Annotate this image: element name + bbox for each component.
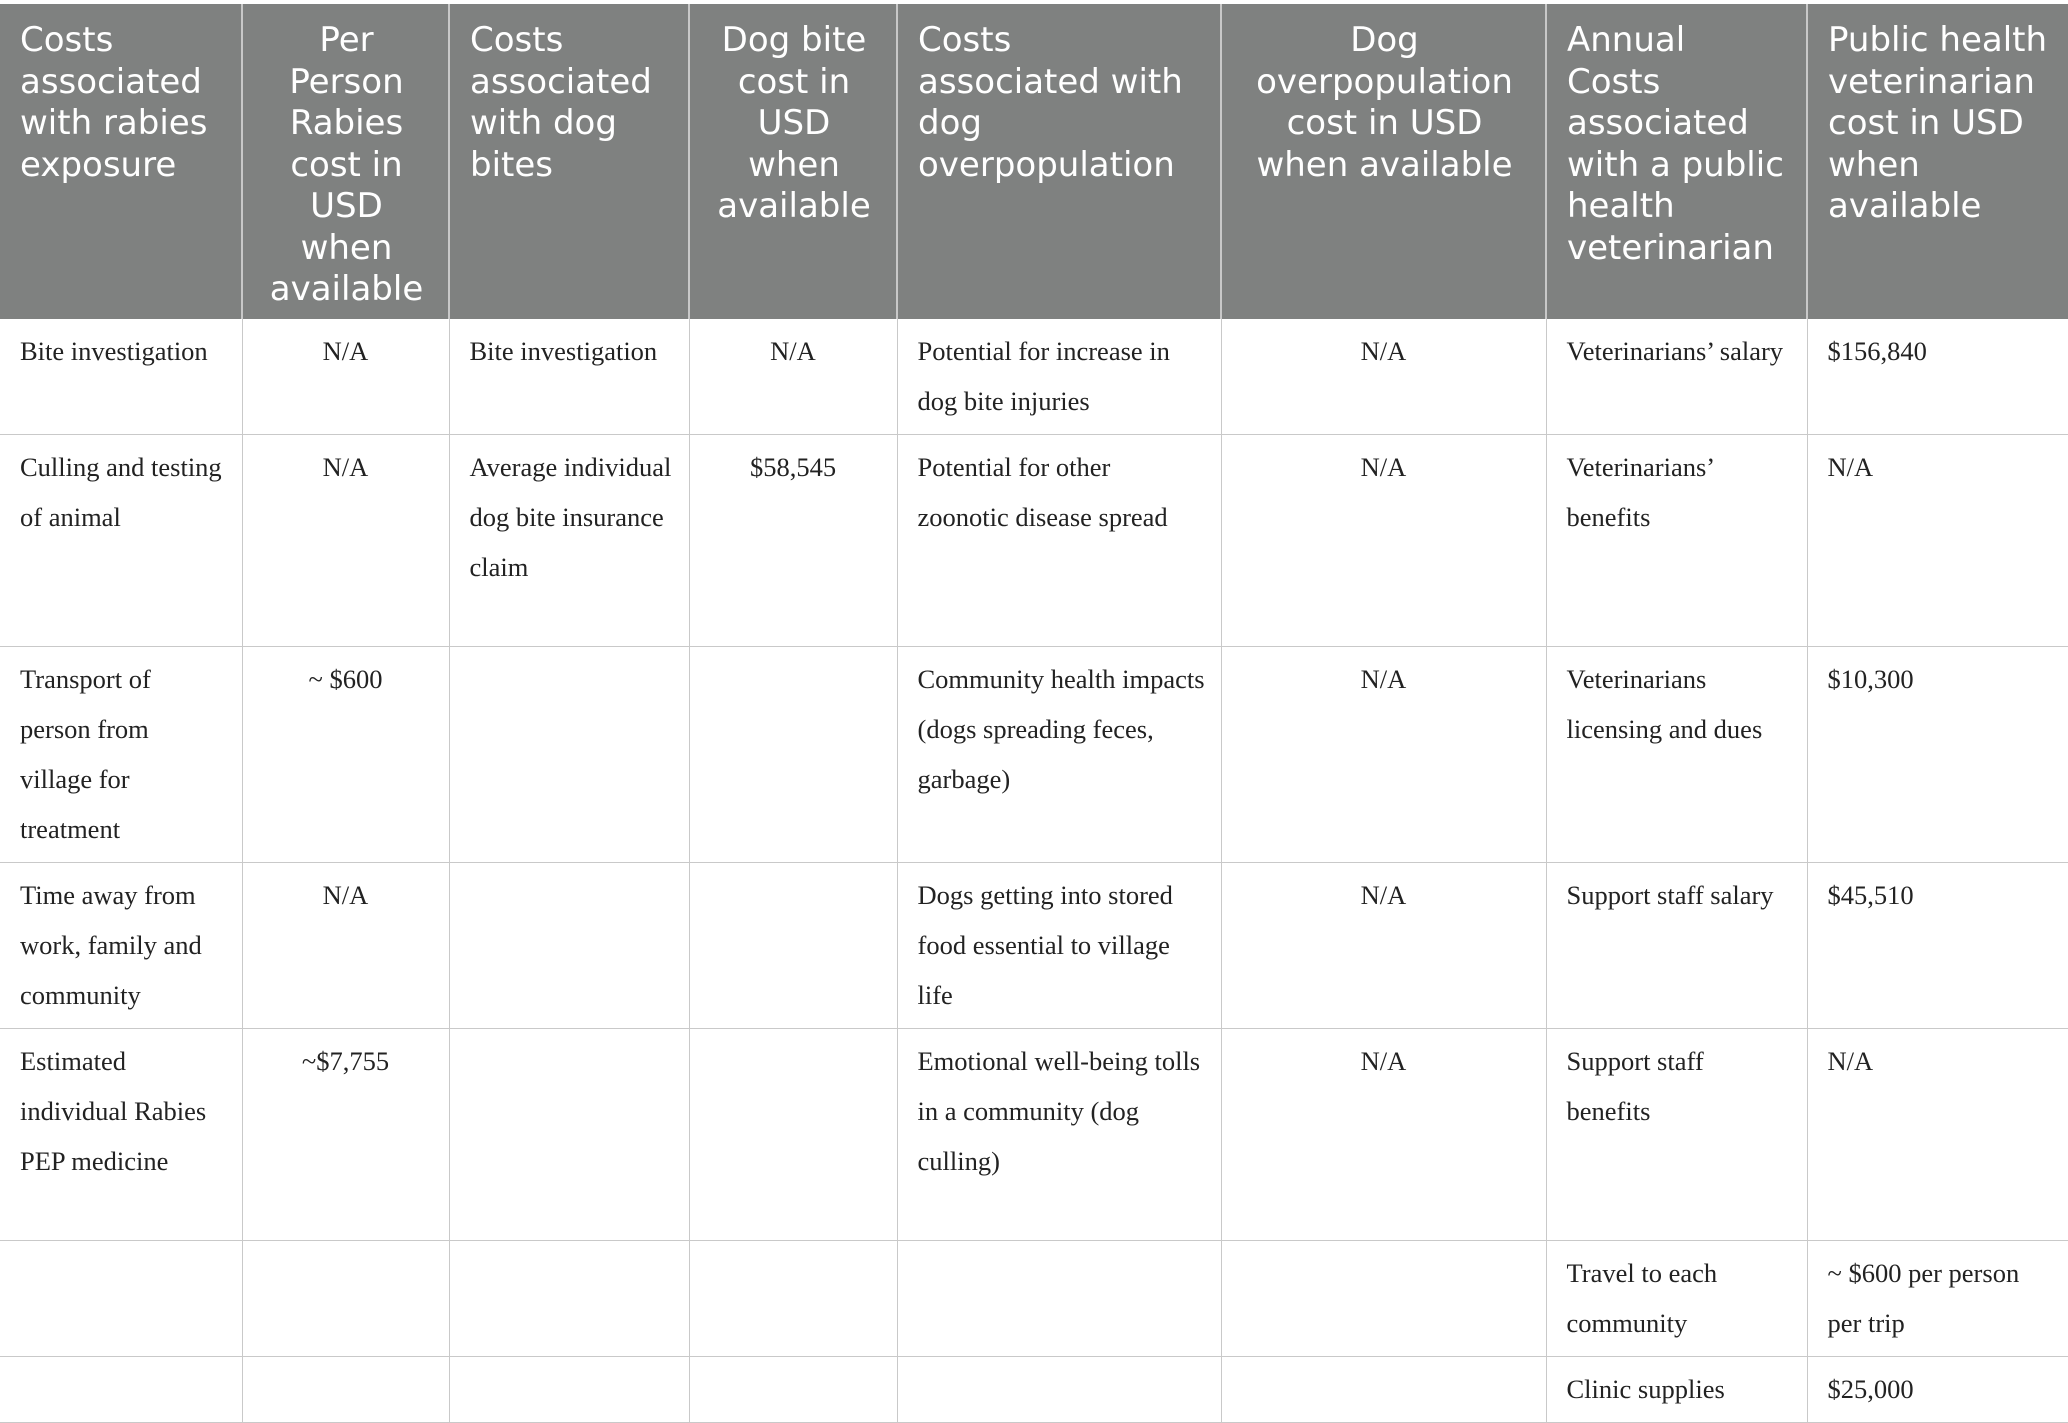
cost-table-container	[0, 4, 2068, 1423]
table-row	[0, 646, 2068, 862]
table-cell	[689, 862, 897, 1028]
header-veterinarian-costs: Annual Costs associated with a public health veterinarian	[1546, 4, 1807, 319]
table-row	[0, 1028, 2068, 1240]
table-cell	[1221, 1240, 1546, 1356]
header-dog-bite-cost: Dog bite cost in USD when available	[689, 4, 897, 319]
table-cell: Support staff benefits	[1546, 1028, 1807, 1240]
table-cell: Community health impacts (dogs spreading feces, garbage)	[897, 646, 1221, 862]
table-cell	[689, 1356, 897, 1422]
table-cell: Veterinarians’ benefits	[1546, 434, 1807, 646]
table-cell	[897, 1356, 1221, 1422]
table-cell: $156,840	[1807, 319, 2068, 435]
table-cell: Emotional well-being tolls in a community (dog culling)	[897, 1028, 1221, 1240]
table-cell	[0, 1356, 242, 1422]
table-row	[0, 862, 2068, 1028]
table-cell: N/A	[689, 319, 897, 435]
table-cell: Estimated individual Rabies PEP medicine	[0, 1028, 242, 1240]
table-cell: Bite investigation	[449, 319, 689, 435]
table-row	[0, 1356, 2068, 1422]
table-cell: Potential for increase in dog bite injuries	[897, 319, 1221, 435]
table-cell: Support staff salary	[1546, 862, 1807, 1028]
table-cell	[689, 646, 897, 862]
table-cell: N/A	[1221, 434, 1546, 646]
table-cell: $10,300	[1807, 646, 2068, 862]
table-cell	[1221, 1356, 1546, 1422]
table-cell	[689, 1240, 897, 1356]
table-cell	[242, 1240, 449, 1356]
table-cell	[0, 1240, 242, 1356]
table-cell	[897, 1240, 1221, 1356]
table-cell	[689, 1028, 897, 1240]
table-cell: Culling and testing of animal	[0, 434, 242, 646]
table-cell: N/A	[242, 862, 449, 1028]
table-cell	[449, 646, 689, 862]
header-rabies-exposure: Costs associated with rabies exposure	[0, 4, 242, 319]
header-overpopulation-cost: Dog overpopulation cost in USD when available	[1221, 4, 1546, 319]
header-rabies-cost: Per Person Rabies cost in USD when available	[242, 4, 449, 319]
table-cell	[449, 1356, 689, 1422]
table-row	[0, 1240, 2068, 1356]
table-row	[0, 319, 2068, 435]
table-cell: N/A	[242, 434, 449, 646]
table-cell	[449, 862, 689, 1028]
cost-table	[0, 4, 2068, 1423]
header-dog-bites: Costs associated with dog bites	[449, 4, 689, 319]
table-cell: Travel to each community	[1546, 1240, 1807, 1356]
table-cell: N/A	[242, 319, 449, 435]
table-cell: $58,545	[689, 434, 897, 646]
table-cell: N/A	[1807, 434, 2068, 646]
table-cell: N/A	[1807, 1028, 2068, 1240]
table-cell: $45,510	[1807, 862, 2068, 1028]
table-cell: N/A	[1221, 646, 1546, 862]
table-cell: $25,000	[1807, 1356, 2068, 1422]
table-cell	[449, 1240, 689, 1356]
table-cell: N/A	[1221, 319, 1546, 435]
table-cell: Veterinarians’ salary	[1546, 319, 1807, 435]
table-cell: Potential for other zoonotic disease spread	[897, 434, 1221, 646]
table-row	[0, 434, 2068, 646]
table-cell: N/A	[1221, 862, 1546, 1028]
table-cell: Transport of person from village for treatment	[0, 646, 242, 862]
table-cell: Time away from work, family and community	[0, 862, 242, 1028]
table-cell: ~ $600	[242, 646, 449, 862]
table-cell: Bite investigation	[0, 319, 242, 435]
table-header-row	[0, 4, 2068, 319]
table-cell: Veterinarians licensing and dues	[1546, 646, 1807, 862]
table-cell: Clinic supplies	[1546, 1356, 1807, 1422]
header-veterinarian-cost-usd: Public health veterinarian cost in USD when available	[1807, 4, 2068, 319]
table-cell	[449, 1028, 689, 1240]
table-cell: ~ $600 per person per trip	[1807, 1240, 2068, 1356]
table-cell: N/A	[1221, 1028, 1546, 1240]
table-cell: Dogs getting into stored food essential to village life	[897, 862, 1221, 1028]
table-cell: Average individual dog bite insurance claim	[449, 434, 689, 646]
table-cell: ~$7,755	[242, 1028, 449, 1240]
header-dog-overpopulation: Costs associated with dog overpopulation	[897, 4, 1221, 319]
table-cell	[242, 1356, 449, 1422]
